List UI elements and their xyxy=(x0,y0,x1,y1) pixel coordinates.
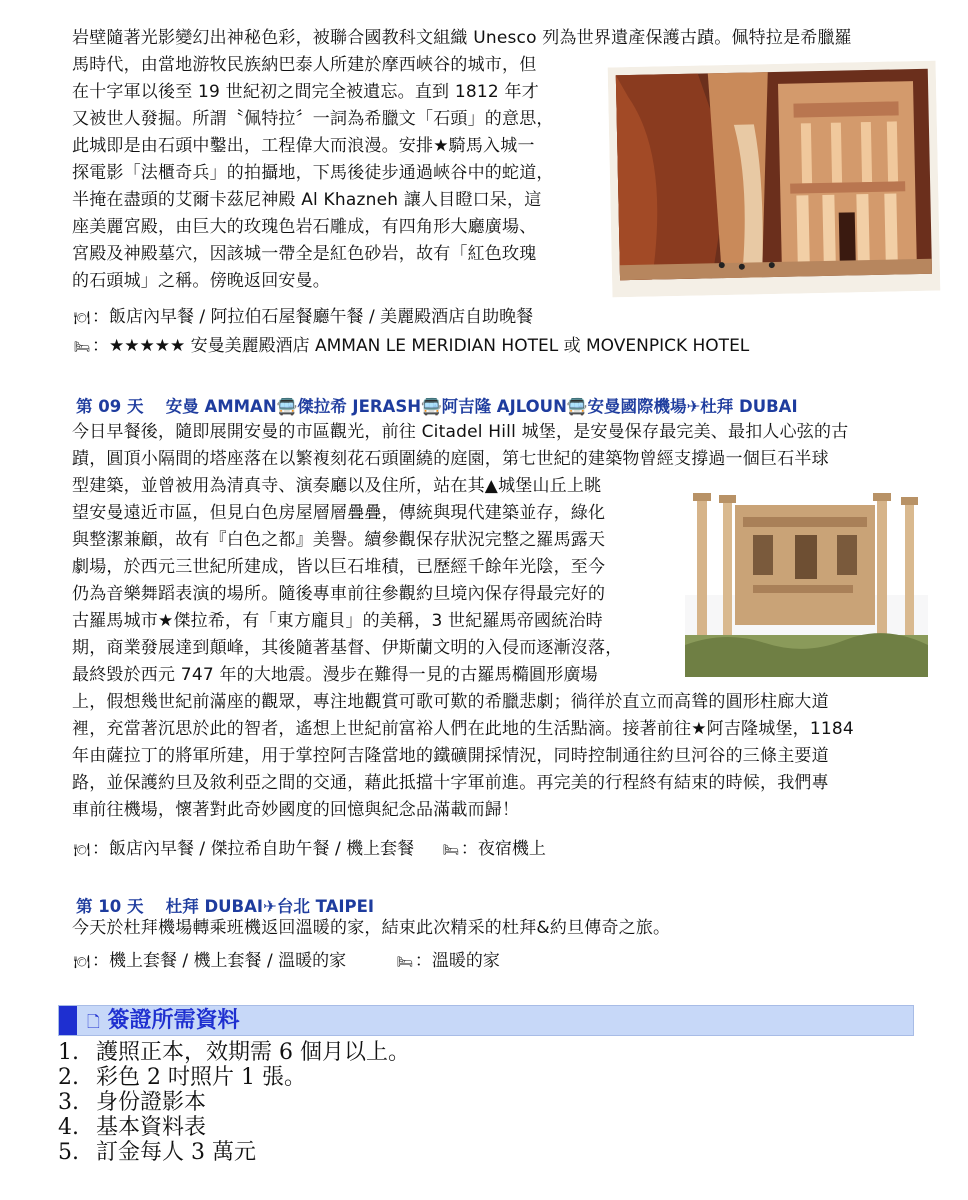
list-item xyxy=(58,1140,410,1165)
visa-requirements-list xyxy=(58,1040,410,1165)
text-line: 又被世人發掘。所謂〝佩特拉〞一詞為希臘文「石頭」的意思， xyxy=(72,109,554,129)
text-line: 的石頭城」之稱。傍晚返回安曼。 xyxy=(72,271,330,291)
day08-hotel xyxy=(72,331,749,356)
bus-icon: 🚍 xyxy=(421,397,442,416)
section-marker xyxy=(59,1006,77,1035)
title-part: 杜拜 DUBAI xyxy=(700,397,798,416)
text-line: 探電影「法櫃奇兵」的拍攝地，下馬後徒步通過峽谷中的蛇道， xyxy=(72,163,554,183)
visa-section-header xyxy=(58,1005,914,1036)
title-part: 台北 TAIPEI xyxy=(276,897,374,916)
text-line: 期，商業發展達到顛峰，其後隨著基督、伊斯蘭文明的入侵而逐漸沒落， xyxy=(72,638,623,658)
item-number: 1. xyxy=(58,1040,79,1065)
bed-icon: 🛏 xyxy=(73,340,91,355)
text-line: 車前往機場，懷著對此奇妙國度的回憶與紀念品滿載而歸！ xyxy=(72,800,520,820)
airplane-icon: ✈ xyxy=(686,397,701,416)
item-text: 身份證影本 xyxy=(96,1090,207,1115)
petra-photo xyxy=(608,61,941,298)
day09-meals xyxy=(72,834,546,859)
list-item xyxy=(58,1090,410,1115)
text-line: 蹟，圓頂小隔間的塔座落在以繁複刻花石頭圍繞的庭園，第七世紀的建築物曾經支撐過一個巨石半球 xyxy=(72,449,829,469)
text-line: 今天於杜拜機場轉乘班機返回溫暖的家，結束此次精采的杜拜&約旦傳奇之旅。 xyxy=(72,918,671,938)
bus-icon: 🚍 xyxy=(276,397,298,416)
meal-text: ：飯店內早餐 / 傑拉希自助午餐 / 機上套餐 xyxy=(92,839,415,859)
text-line: 此城即是由石頭中鑿出，工程偉大而浪漫。安排★騎馬入城一 xyxy=(72,136,535,156)
visa-title-text: 簽證所需資料 xyxy=(107,1008,240,1033)
text-line: 裡，充當著沉思於此的智者，遙想上世紀前富裕人們在此地的生活點滴。接著前往★阿吉隆城堡，1184 xyxy=(72,719,854,739)
document-icon: 🗋 xyxy=(87,1012,100,1031)
text-line: 與整潔兼顧，故有『白色之都』美譽。續參觀保存狀況完整之羅馬露天 xyxy=(72,530,606,550)
text-line: 上，假想幾世紀前滿座的觀眾，專注地觀賞可歌可歎的希臘悲劇；徜徉於直立而高聳的圓形柱廊大道 xyxy=(72,692,829,712)
bed-icon: 🛏 xyxy=(442,843,460,858)
meal-text: ：飯店內早餐 / 阿拉伯石屋餐廳午餐 / 美麗殿酒店自助晚餐 xyxy=(92,307,534,327)
text-line: 仍為音樂舞蹈表演的場所。隨後專車前往參觀約旦境內保存得最完好的 xyxy=(72,584,606,604)
title-part: 傑拉希 JERASH xyxy=(297,397,422,416)
item-number: 5. xyxy=(58,1140,79,1165)
bus-icon: 🚍 xyxy=(566,397,588,416)
day08-meals xyxy=(72,302,533,327)
text-line: 型建築，並曾被用為清真寺、演奏廳以及住所，站在其▲城堡山丘上眺 xyxy=(72,476,602,496)
item-number: 3. xyxy=(58,1090,79,1115)
item-number: 4. xyxy=(58,1115,79,1140)
item-number: 2. xyxy=(58,1065,79,1090)
title-part: 第 10 天 杜拜 DUBAI xyxy=(76,897,264,916)
item-text: 護照正本，效期需 6 個月以上。 xyxy=(96,1040,410,1065)
text-line: 半掩在盡頭的艾爾卡茲尼神殿 Al Khazneh 讓人目瞪口呆，這 xyxy=(72,190,542,210)
text-line: 岩壁隨著光影變幻出神秘色彩，被聯合國教科文組織 Unesco 列為世界遺產保護古蹟。佩特拉是希臘羅 xyxy=(72,28,852,48)
item-text: 基本資料表 xyxy=(96,1115,207,1140)
day09-title xyxy=(76,393,798,417)
text-line: 在十字軍以後至 19 世紀初之間完全被遺忘。直到 1812 年才 xyxy=(72,82,539,102)
text-line: 最終毀於西元 747 年的大地震。漫步在難得一見的古羅馬橢圓形廣場 xyxy=(72,665,598,685)
title-part: 阿吉隆 AJLOUN xyxy=(441,397,567,416)
list-item xyxy=(58,1065,410,1090)
text-line: 劇場，於西元三世紀所建成，皆以巨石堆積，已歷經千餘年光陰，至今 xyxy=(72,557,606,577)
text-line: 古羅馬城市★傑拉希，有「東方龐貝」的美稱，3 世紀羅馬帝國統治時 xyxy=(72,611,603,631)
text-line: 年由薩拉丁的將軍所建，用于掌控阿吉隆當地的鐵礦開採情況，同時控制通往約旦河谷的三條主要道 xyxy=(72,746,829,766)
text-line: 望安曼遠近市區，但見白色房屋層層疊疊，傳統與現代建築並存，綠化 xyxy=(72,503,606,523)
day10-meals xyxy=(72,946,500,971)
hotel-text: ：溫暖的家 xyxy=(414,951,500,971)
day10-description xyxy=(72,915,942,942)
visa-section-title xyxy=(87,1006,240,1036)
meal-icon: 🍽 xyxy=(73,955,91,970)
text-line: 今日早餐後，隨即展開安曼的市區觀光，前往 Citadel Hill 城堡，是安曼保存最完美、最扣人心弦的古 xyxy=(72,422,849,442)
hotel-text: ：夜宿機上 xyxy=(460,839,546,859)
text-line: 馬時代，由當地游牧民族納巴泰人所建於摩西峽谷的城市，但 xyxy=(72,55,537,75)
bed-icon: 🛏 xyxy=(396,955,414,970)
list-item xyxy=(58,1115,410,1140)
meal-icon: 🍽 xyxy=(73,843,91,858)
list-item xyxy=(58,1040,410,1065)
text-line: 宮殿及神殿墓穴，因該城一帶全是紅色砂岩，故有「紅色玫瑰 xyxy=(72,244,537,264)
day10-title xyxy=(76,893,374,917)
meal-text: ：機上套餐 / 機上套餐 / 溫暖的家 xyxy=(92,951,347,971)
hotel-text: ：★★★★★ 安曼美麗殿酒店 AMMAN LE MERIDIAN HOTEL 或 MOVENPICK HOTEL xyxy=(92,336,750,356)
text-line: 座美麗宮殿，由巨大的玫瑰色岩石雕成，有四角形大廳廣場、 xyxy=(72,217,537,237)
item-text: 彩色 2 吋照片 1 張。 xyxy=(96,1065,306,1090)
meal-icon: 🍽 xyxy=(73,311,91,326)
title-part: 安曼國際機場 xyxy=(587,397,687,416)
title-part: 第 09 天 安曼 AMMAN xyxy=(76,397,277,416)
text-line: 路，並保護約旦及敘利亞之間的交通，藉此抵擋十字軍前進。再完美的行程終有結束的時候，我們專 xyxy=(72,773,829,793)
item-text: 訂金每人 3 萬元 xyxy=(96,1140,256,1165)
jerash-photo xyxy=(685,485,928,677)
airplane-icon: ✈ xyxy=(263,897,277,916)
